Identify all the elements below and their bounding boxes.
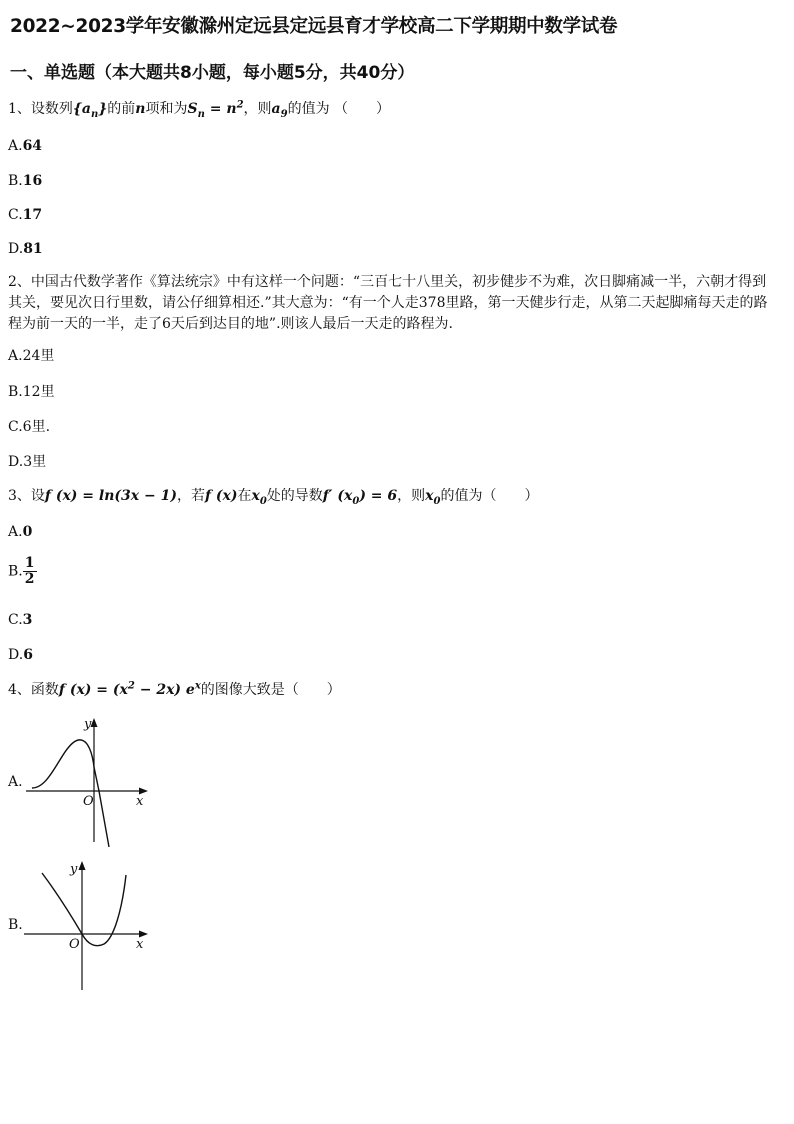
q4-option-b[interactable]: B. xyxy=(8,917,23,933)
origin-label: O xyxy=(69,937,80,952)
section-heading: 一、单选题（本大题共8小题，每小题5分，共40分） xyxy=(10,63,415,83)
page-title: 2022~2023学年安徽滁州定远县定远县育才学校高二下学期期中数学试卷 xyxy=(10,16,618,37)
question-1: 1、设数列$\{a_n\}$的前n项和为$S_n = n^2$，则$a_9$的值为 （ ） xyxy=(8,99,391,120)
q1-option-d[interactable]: D.81 xyxy=(8,241,43,257)
q2-option-c[interactable]: C.6里. xyxy=(8,419,51,435)
q1-option-a[interactable]: A.64 xyxy=(8,138,43,154)
question-3: 3、设f (x) = ln(3x − 1)，若f (x)在$x_0$处的导数f′ $(x_0) = 6$，则$x_0$的值为（ ） xyxy=(8,488,539,507)
y-axis-label: y xyxy=(84,717,92,732)
x-axis-label: x xyxy=(136,937,144,952)
q2-option-b[interactable]: B.12里 xyxy=(8,384,55,400)
q3-option-b[interactable]: B. $\frac{1}{2}$ xyxy=(8,555,35,587)
question-4: 4、函数f $(x) = (x^2 - 2x)$ $e^x$的图像大致是（ ） xyxy=(8,680,341,698)
y-axis-arrow xyxy=(91,718,98,727)
fraction: $\frac{1}{2}$ xyxy=(24,555,35,587)
q3-option-a[interactable]: A.0 xyxy=(8,524,33,540)
question-2: 2、中国古代数学著作《算法统宗》中有这样一个问题：“三百七十八里关，初步健步不为难，次日脚痛减一半，六朝才得到其关，要见次日行里数，请公仔细算相还.”其大意为：“有一个人走378里路，第一天健步行走，从第二天起脚痛每天走的路程为前一天的一半，走了6天后到达目的地”.则该人最后一天走的路程为. xyxy=(8,274,768,332)
q3-option-d[interactable]: D.6 xyxy=(8,647,33,663)
q2-option-a[interactable]: A.24里 xyxy=(8,348,55,364)
question-number: 3、 xyxy=(8,488,31,504)
graph-a[interactable] xyxy=(22,712,162,852)
function-expr: f $(x) = (x^2 - 2x)$ $e^x$ xyxy=(58,680,201,698)
y-axis-label: y xyxy=(70,862,78,877)
graph-b[interactable] xyxy=(22,855,162,995)
x-axis-label: x xyxy=(136,794,144,809)
function-expr: f (x) = ln(3x − 1) xyxy=(44,488,177,504)
sequence-expr: $\{a_n\}$ xyxy=(72,101,108,120)
curve xyxy=(42,873,126,946)
q4-option-a[interactable]: A. xyxy=(8,774,23,790)
y-axis-arrow xyxy=(79,861,86,870)
sum-expr: $S_n = n^2$ xyxy=(187,99,244,120)
q2-option-d[interactable]: D.3里 xyxy=(8,454,47,470)
origin-label: O xyxy=(83,794,94,809)
q3-option-c[interactable]: C.3 xyxy=(8,612,33,628)
q1-option-b[interactable]: B.16 xyxy=(8,173,43,189)
curve xyxy=(32,740,109,847)
question-number: 2、 xyxy=(8,274,31,290)
q1-option-c[interactable]: C.17 xyxy=(8,207,43,223)
question-number: 1、 xyxy=(8,101,31,117)
derivative-expr: f′ $(x_0) = 6$ xyxy=(322,488,398,507)
question-number: 4、 xyxy=(8,682,31,698)
